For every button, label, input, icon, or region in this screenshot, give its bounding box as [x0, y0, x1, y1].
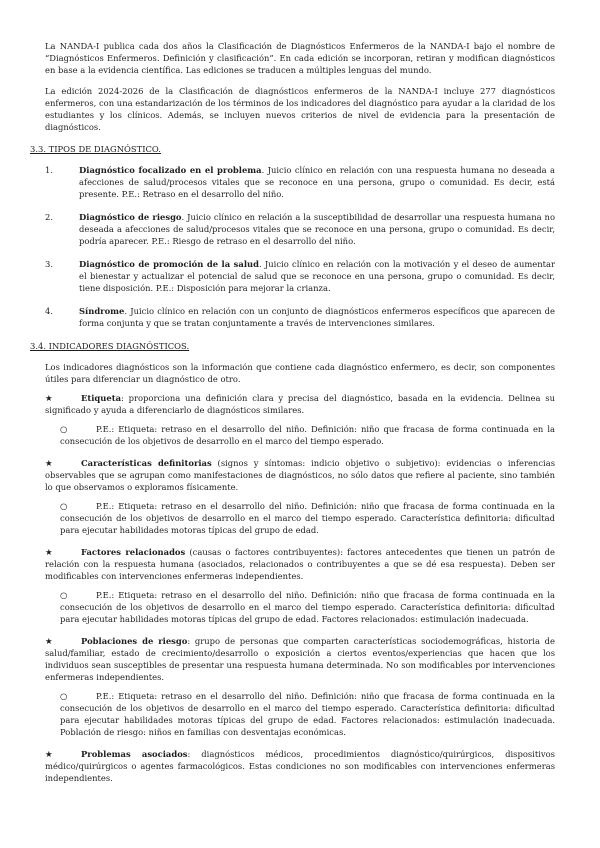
indicator-description: (causas o factores contribuyentes): factores antecedentes que tienen un patrón de relación con la respuesta humana (asociados, relacionados o contribuyentes a que se dé esa respuesta). Deben ser modificables con intervenciones enfermeras independientes. — [45, 547, 555, 581]
item-term: Diagnóstico de promoción de la salud — [79, 259, 259, 269]
indicator-item — [45, 392, 555, 416]
indicator-term: Poblaciones de riesgo — [81, 636, 188, 646]
indicator-example — [60, 589, 555, 625]
indicator-description: : grupo de personas que comparten características sociodemográficas, historia de salud/familiar, estado de crecimiento/desarrollo o exposición a ciertos eventos/experiencias que hacen que los individuos sean susceptibles de presentar una respuesta humana determinada. No son modificables por intervenciones enfermeras independientes. — [45, 636, 555, 682]
circle-bullet-icon: ○ — [60, 691, 68, 701]
section-3-4-heading: 3.4. INDICADORES DIAGNÓSTICOS. — [30, 341, 190, 351]
item-number: 4. — [45, 306, 53, 316]
indicator-item — [45, 457, 555, 493]
intro-paragraph-1: La NANDA-I publica cada dos años la Clasificación de Diagnósticos Enfermeros de la NANDA-I bajo el nombre de “Diagnósticos Enfermeros. Definición y clasificación”. En cada edición se incorporan, retiran y modifican diagnósticos en base a la evidencia científica. Las ediciones se traducen a múltiples lenguas del mundo. — [45, 41, 555, 75]
circle-bullet-icon: ○ — [60, 424, 68, 434]
indicator-item — [45, 546, 555, 582]
indicator-item — [45, 635, 555, 683]
indicator-term: Problemas asociados — [81, 749, 188, 759]
star-bullet-icon: ★ — [45, 749, 53, 759]
item-description: . Juicio clínico en relación con una respuesta humana no deseada a afecciones de salud/procesos vitales que se reconoce en una persona, grupo o comunidad. Es decir, está presente. P.E.: Retraso en el desarrollo del niño. — [79, 165, 556, 199]
example-text: P.E.: Etiqueta: retraso en el desarrollo del niño. Definición: niño que fracasa de forma continuada en la consecución de los objetivos de desarrollo en el marco del tiempo esperado. Característica definitoria: dificultad para ejecutar habilidades motoras típicas del grupo de edad. — [60, 501, 555, 535]
indicator-term: Etiqueta — [81, 393, 122, 403]
indicator-term: Características definitorias — [81, 458, 212, 468]
item-description: . Juicio clínico en relación a la susceptibilidad de desarrollar una respuesta humana no deseada a afecciones de salud/procesos vitales que se reconoce en una persona, grupo o comunidad. Es decir, podría aparecer. P.E.: Riesgo de retraso en el desarrollo del niño. — [79, 212, 555, 246]
diagnosis-type-item — [45, 211, 555, 247]
indicator-description: : proporciona una definición clara y precisa del diagnóstico, basada en la evidencia. Delinea su significado y ayuda a diferenciarlo de diagnósticos similares. — [45, 393, 555, 415]
indicator-term: Factores relacionados — [81, 547, 186, 557]
diagnosis-type-item — [45, 258, 555, 294]
item-text — [79, 211, 555, 247]
indicator-example — [60, 500, 555, 536]
example-text: P.E.: Etiqueta: retraso en el desarrollo del niño. Definición: niño que fracasa de forma continuada en la consecución de los objetivos de desarrollo en el marco del tiempo esperado. Característica definitoria: dificultad para ejecutar habilidades motoras típicas del grupo de edad. Factores relacionados: estimulación inadecuada. Población de riesgo: niños en familias con desventajas económicas. — [60, 691, 555, 737]
item-term: Diagnóstico de riesgo — [79, 212, 182, 222]
item-text — [79, 258, 555, 294]
item-text — [79, 164, 555, 200]
item-description: . Juicio clínico en relación con un conjunto de diagnósticos enfermeros específicos que aparecen de forma conjunta y que se tratan conjuntamente a través de intervenciones similares. — [79, 306, 555, 328]
item-text — [79, 305, 555, 329]
item-description: . Juicio clínico en relación con la motivación y el deseo de aumentar el bienestar y actualizar el potencial de salud que se reconoce en una persona, grupo o comunidad. Es decir, tiene disposición. P.E.: Disposición para mejorar la crianza. — [79, 259, 555, 293]
indicators-list — [45, 392, 555, 784]
indicator-description: : diagnósticos médicos, procedimientos diagnóstico/quirúrgicos, dispositivos médico/quirúrgicos o agentes farmacológicos. Estas condiciones no son modificables con intervenciones enfermeras independientes. — [45, 749, 555, 783]
item-term: Síndrome — [79, 306, 125, 316]
circle-bullet-icon: ○ — [60, 501, 68, 511]
item-number: 2. — [45, 212, 53, 222]
example-text: P.E.: Etiqueta: retraso en el desarrollo del niño. Definición: niño que fracasa de forma continuada en la consecución de los objetivos de desarrollo en el marco del tiempo esperado. — [60, 424, 555, 446]
section-3-3-heading: 3.3. TIPOS DE DIAGNÓSTICO. — [30, 144, 161, 154]
section-3-4-intro: Los indicadores diagnósticos son la información que contiene cada diagnóstico enfermero, es decir, son componentes útiles para diferenciar un diagnóstico de otro. — [45, 362, 555, 384]
item-term: Diagnóstico focalizado en el problema — [79, 165, 262, 175]
diagnosis-types-list — [45, 164, 555, 329]
star-bullet-icon: ★ — [45, 636, 53, 646]
intro-paragraph-2: La edición 2024-2026 de la Clasificación de diagnósticos enfermeros de la NANDA-I incluye 277 diagnósticos enfermeros, con una estandarización de los términos de los indicadores del diagnóstico para ayudar a la claridad de los estudiantes y los clínicos. Además, se incluyen nuevos criterios de nivel de evidencia para la presentación de diagnósticos. — [45, 86, 555, 132]
indicator-example — [60, 690, 555, 738]
example-text: P.E.: Etiqueta: retraso en el desarrollo del niño. Definición: niño que fracasa de forma continuada en la consecución de los objetivos de desarrollo en el marco del tiempo esperado. Característica definitoria: dificultad para ejecutar habilidades motoras típicas del grupo de edad. Factores relacionados: estimulación inadecuada. — [60, 590, 555, 624]
star-bullet-icon: ★ — [45, 547, 53, 557]
star-bullet-icon: ★ — [45, 458, 53, 468]
indicator-item — [45, 748, 555, 784]
indicator-example — [60, 423, 555, 447]
star-bullet-icon: ★ — [45, 393, 53, 403]
indicator-description: (signos y síntomas: indicio objetivo o subjetivo): evidencias o inferencias observables que se agrupan como manifestaciones de diagnósticos, no sólo datos que refiere al paciente, sino también lo que observamos o exploramos físicamente. — [45, 458, 555, 492]
diagnosis-type-item — [45, 164, 555, 200]
item-number: 3. — [45, 259, 53, 269]
item-number: 1. — [45, 165, 53, 175]
diagnosis-type-item — [45, 305, 555, 329]
circle-bullet-icon: ○ — [60, 590, 68, 600]
